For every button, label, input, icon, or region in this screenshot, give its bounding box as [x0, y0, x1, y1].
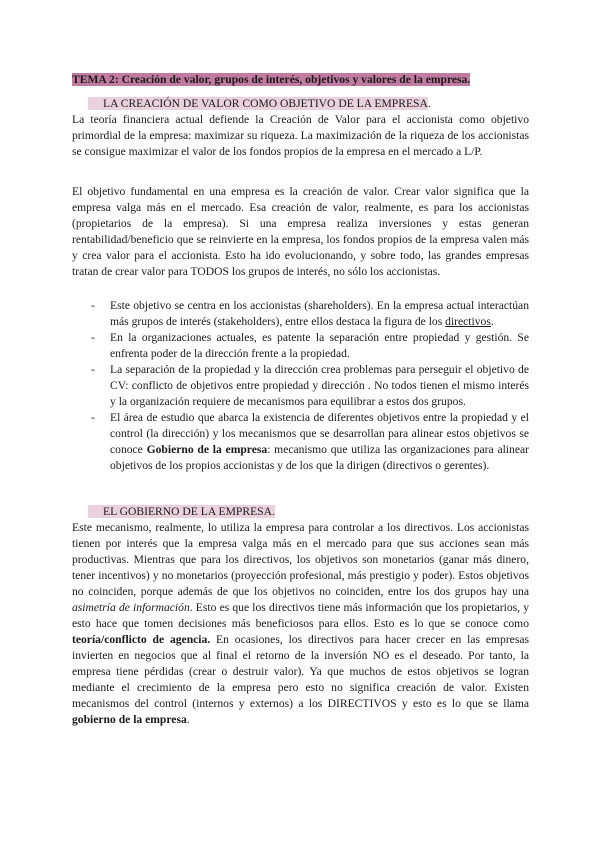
heading-text: LA CREACIÓN DE VALOR COMO OBJETIVO DE LA EMPRESA	[88, 97, 428, 110]
text: El área de estudio que abarca la existencia de diferentes objetivos entre la propiedad y el control (la dirección) y los mecanismos que se desarrollan para alinear estos objetivos se conoce	[110, 411, 529, 456]
list-item	[88, 298, 529, 330]
heading-dot: .	[427, 97, 431, 110]
heading-text: EL GOBIERNO DE LA EMPRESA.	[88, 505, 275, 518]
paragraph: El objetivo fundamental en una empresa es la creación de valor. Crear valor significa que la empresa valga más en el mercado. Esa creación de valor, realmente, es para los accionistas (propietarios de la empresa). Si una empresa realiza inversiones y estas generan rentabilidad/beneficio que se reinvierte en la empresa, los fondos propios de la empresa valen más y crea valor para el accionista. Esto ha ido evolucionando, y sobre todo, las grandes empresas tratan de crear valor para TODOS los grupos de interés, no sólo los accionistas.	[72, 185, 529, 278]
text: : mecanismo que utiliza las organizaciones para alinear objetivos de los propios accionistas y de los que la dirigen (directivos o gerentes).	[110, 443, 529, 472]
underlined-text: directivos	[445, 315, 491, 328]
section-heading-creacion-valor	[72, 96, 545, 112]
list-item	[88, 410, 529, 474]
bold-text: gobierno de la empresa	[72, 713, 187, 726]
text: . Esto es que los directivos tiene más información que los propietarios, y esto hace que tomen decisiones más beneficiosos para ellos. Esto es lo que se conoce como	[72, 601, 530, 630]
text: .	[186, 713, 190, 726]
bullet-list	[88, 298, 529, 474]
text: En ocasiones, los directivos para hacer crecer en las empresas invierten en negocios que al final el retorno de la inversión NO es el deseado. Por tanto, la empresa tiene pérdidas (crear o destruir valor). Ya que muchos de estos objetivos se logran mediante el crecimiento de la empresa pero esto no significa creación de valor. Existen mecanismos del control (internos y externos) a los DIRECTIVOS y esto es lo que se llama	[72, 633, 529, 710]
bold-text: teoría/conflicto de agencia.	[72, 633, 211, 646]
title-text: TEMA 2: Creación de valor, grupos de interés, objetivos y valores de la empresa.	[72, 73, 471, 86]
document-title	[72, 72, 529, 88]
text: .	[490, 315, 494, 328]
list-item: - La separación de la propiedad y la dirección crea problemas para perseguir el objetivo de CV: conflicto de objetivos entre propiedad y dirección . No todos tienen el mismo interés y la organización requiere de mecanismos para equilibrar a estos dos grupos.	[88, 362, 529, 410]
bold-text: Gobierno de la empresa	[146, 443, 268, 456]
section-heading-gobierno	[72, 504, 545, 520]
paragraph: La teoría financiera actual defiende la Creación de Valor para el accionista como objetivo primordial de la empresa: maximizar su riqueza. La maximización de la riqueza de los accionistas se consigue maximizar el valor de los fondos propios de la empresa en el mercado a L/P.	[72, 113, 529, 158]
text: Este objetivo se centra en los accionistas (shareholders). En la empresa actual interactúan más grupos de interés (stakeholders), entre ellos destaca la figura de los	[110, 299, 529, 328]
italic-text: asimetría de información	[72, 601, 190, 614]
text: Este mecanismo, realmente, lo utiliza la empresa para controlar a los directivos. Los accionistas tienen por interés que la empresa valga más en el mercado para que sus acciones sean más productivas. Mientras que para los directivos, los objetivos son monetarios (ganar más dinero, tener incentivos) y no monetarios (proyección profesional, más prestigio y poder). Estos objetivos no coinciden, porque además de que los objetivos no coinciden, entre los dos grupos hay una	[72, 521, 529, 598]
paragraph	[72, 520, 529, 728]
list-item: - En la organizaciones actuales, es patente la separación entre propiedad y gestión. Se enfrenta poder de la dirección frente a la propiedad.	[88, 330, 529, 362]
